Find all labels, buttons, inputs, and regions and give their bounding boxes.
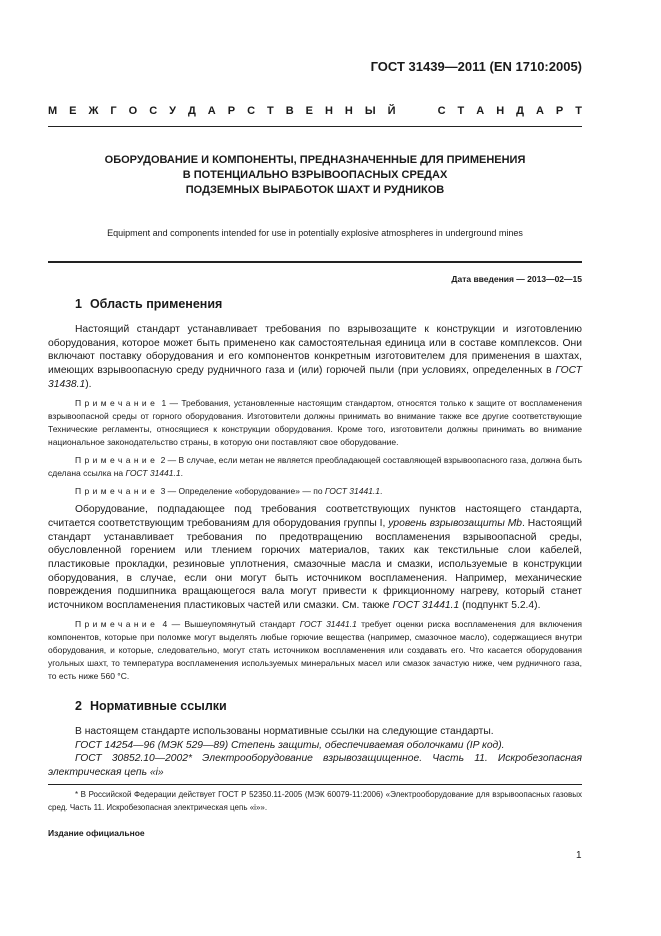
interstate-letter: В xyxy=(285,105,294,117)
footnote: * В Российской Федерации действует ГОСТ Р 52350.11-2005 (МЭК 60079-11:2006) «Электрооборудование для взрывоопасных газовых сред. Часть 11. Искробезопасная электрическая цепь «i»». xyxy=(48,790,582,812)
interstate-letter: Н xyxy=(324,105,333,117)
note-2: Примечание 2 — В случае, если метан не является преобладающей составляющей взрывоопасного газа, должна быть сделана ссылка на ГОСТ 31441.1. xyxy=(48,454,583,478)
document-code: ГОСТ 31439—2011 (EN 1710:2005) xyxy=(370,59,582,74)
interstate-letter: Е xyxy=(69,105,77,117)
interstate-letter xyxy=(408,105,411,117)
interstate-letter: У xyxy=(169,105,176,117)
interstate-letter: Ы xyxy=(364,105,376,117)
explosion-protection-level: уровень взрывозащиты Mb xyxy=(388,517,523,529)
section-1-number: 1 xyxy=(75,297,82,311)
reference-gost-30852-10: ГОСТ 30852.10—2002* Электрооборудование взрывозащищенное. Часть 11. Искробезопасная электрическая цепь «i» xyxy=(48,753,582,779)
english-title: Equipment and components intended for use in potentially explosive atmospheres in underground mines xyxy=(107,228,523,238)
interstate-letter: Т xyxy=(575,105,582,117)
interstate-letter: Р xyxy=(227,105,236,117)
title-line-3: ПОДЗЕМНЫХ ВЫРАБОТОК ШАХТ И РУДНИКОВ xyxy=(185,184,445,196)
note-3: Примечание 3 — Определение «оборудование» — по ГОСТ 31441.1. xyxy=(75,486,383,497)
interstate-letter: Р xyxy=(555,105,564,117)
official-edition-label: Издание официальное xyxy=(48,828,145,838)
section-1-heading xyxy=(75,297,222,311)
interstate-letter xyxy=(423,105,426,117)
introduction-date: Дата введения — 2013—02—15 xyxy=(451,274,582,284)
note-1-tag: Примечание xyxy=(75,397,159,408)
interstate-letter: Ж xyxy=(88,105,99,117)
note-3-tag: Примечание xyxy=(75,486,159,497)
section-2-heading xyxy=(75,699,227,713)
section-1-body xyxy=(48,323,582,683)
interstate-letter: А xyxy=(535,105,544,117)
note-4: Примечание 4 — Вышеупомянутый стандарт ГОСТ 31441.1 требует оценки риска воспламенения для включения компонентов, которые при поломке могут выделять любые горючие вещества (например, смазочное масло), содержащиеся внутри оборудования, и которые, следовательно, могут стать источником воспламенения или создавать его. Что касается оборудования угольных шахт, то температура воспламенения используемых минеральных масел или смазок зачастую ниже, чем рудничного газа, то есть ниже 560 °С. xyxy=(48,618,582,682)
interstate-letter: С xyxy=(247,105,256,117)
interstate-letter: Г xyxy=(110,105,117,117)
interstate-letter: Й xyxy=(387,105,396,117)
interstate-letter: Д xyxy=(516,105,524,117)
note-1: Примечание 1 — Требования, установленные настоящим стандартом, относятся только к защите от воспламенения взрывоопасной среды от горного оборудования. Изготовители должны принимать во внимание также все другие соответствующие Технические регламенты, относящиеся к конструкции оборудования. Кроме того, изготовители должны принимать во внимание национальное законодательство страны, в которую они поставляют свое оборудование. xyxy=(48,397,582,447)
scope-paragraph-1: Настоящий стандарт устанавливает требования по взрывозащите к конструкции и изготовлению оборудования, которое может быть применено как самостоятельная единица или в составе комплексов. Они включают поставку оборудования и его компонентов конкретным изготовителем для применения в шахтах, имеющих взрывоопасную среду рудничного газа и (или) горючей пыли (при условиях, определенных в ГОСТ 31438.1). xyxy=(48,324,582,390)
interstate-letter: Т xyxy=(267,105,274,117)
gost-31438-1-ref: ГОСТ 31438.1 xyxy=(48,365,582,390)
document-title xyxy=(48,153,582,198)
interstate-letter: С xyxy=(149,105,158,117)
note-2-tag: Примечание xyxy=(75,454,159,465)
title-rule-bottom xyxy=(48,261,582,263)
interstate-letter: Н xyxy=(496,105,505,117)
note-4-tag: Примечание xyxy=(75,618,159,629)
interstate-letter: Е xyxy=(305,105,313,117)
section-1-title: Область применения xyxy=(89,297,223,311)
reference-gost-14254: ГОСТ 14254—96 (МЭК 529—89) Степень защиты, обеспечиваемая оболочками (IP код). xyxy=(75,739,505,751)
interstate-letter: О xyxy=(128,105,138,117)
interstate-letter: Н xyxy=(344,105,353,117)
interstate-letter: А xyxy=(207,105,216,117)
references-intro: В настоящем стандарте использованы нормативные ссылки на следующие стандарты. xyxy=(75,726,494,737)
section-2-number: 2 xyxy=(75,699,82,713)
footnote-rule xyxy=(48,784,582,785)
scope-paragraph-2: Оборудование, подпадающее под требования соответствующих пунктов настоящего стандарта, считается соответствующим требованиям для оборудования группы I, уровень взрывозащиты Mb. Настоящий стандарт устанавливает требования по предотвращению воспламенения взрывоопасной среды, обусловленной горением или тлением горючих материалов, таких как текстильные слои кабелей, пластиковые прокладки, резиновые уплотнения, смазочные масла и смазки, используемые в конструкции оборудования, в случае, если они могут быть источником воспламенения. Например, механические повреждения подшипника вращающегося вала могут привести к фрикционному нагреву, который станет источником воспламенения пластиковых частей или смазки. См. также ГОСТ 31441.1 (подпункт 5.2.4). xyxy=(48,504,583,612)
interstate-letter: А xyxy=(476,105,485,117)
header-rule-top xyxy=(48,126,582,127)
title-line-1: ОБОРУДОВАНИЕ И КОМПОНЕНТЫ, ПРЕДНАЗНАЧЕННЫЕ ДЛЯ ПРИМЕНЕНИЯ xyxy=(104,154,526,166)
page-number: 1 xyxy=(576,850,582,861)
title-line-2: В ПОТЕНЦИАЛЬНО ВЗРЫВООПАСНЫХ СРЕДАХ xyxy=(182,169,448,181)
section-2-title: Нормативные ссылки xyxy=(89,699,227,713)
section-2-body xyxy=(48,725,582,780)
interstate-letter: Т xyxy=(457,105,465,117)
interstate-standard-banner xyxy=(48,105,582,117)
interstate-letter: Д xyxy=(187,105,196,117)
interstate-letter: С xyxy=(437,105,446,117)
interstate-letter: М xyxy=(48,105,58,117)
